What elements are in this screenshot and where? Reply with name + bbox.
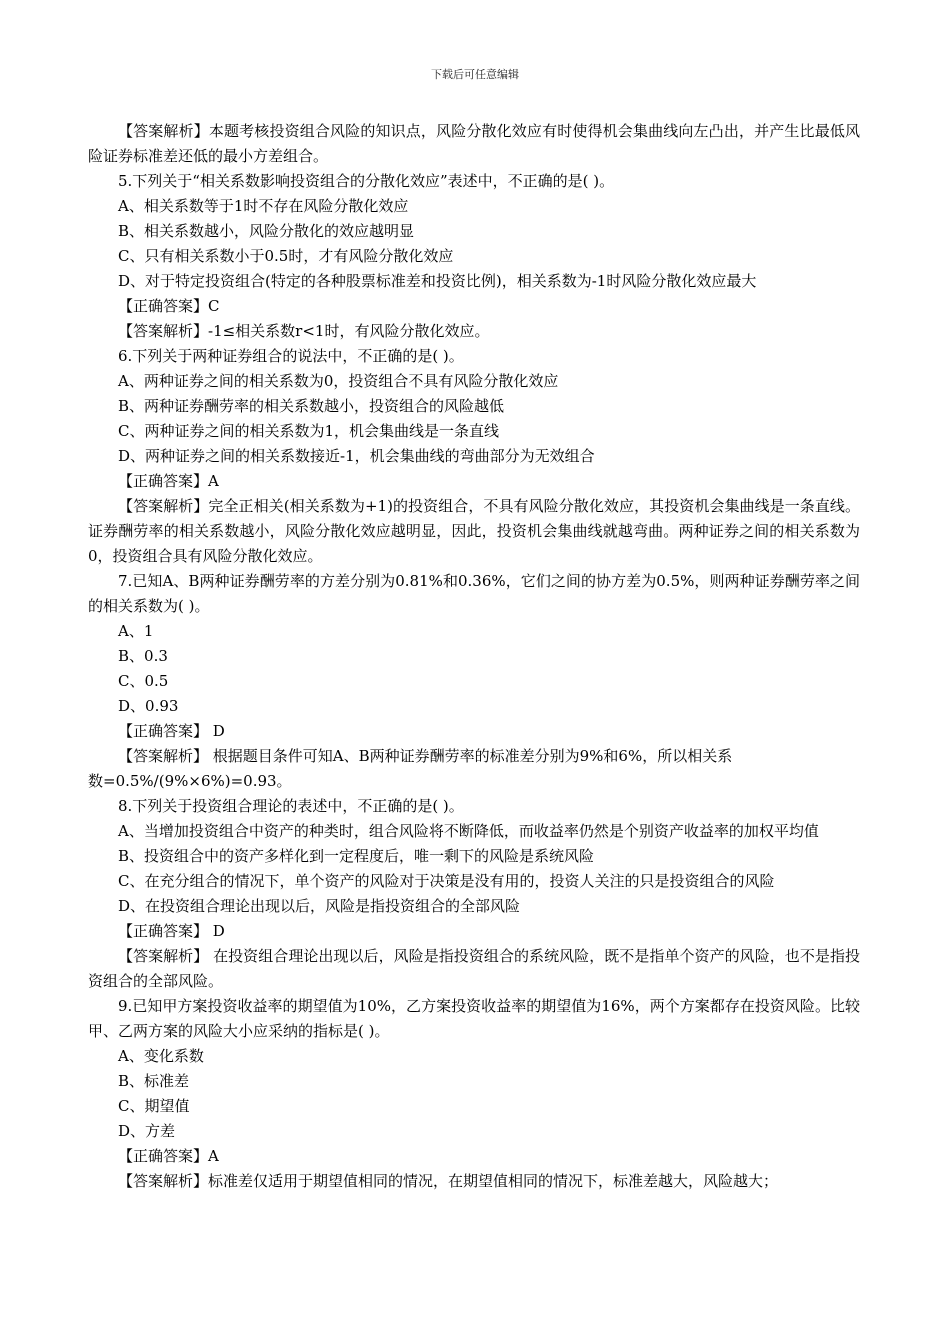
text-line: 【答案解析】 根据题目条件可知A、B两种证券酬劳率的标准差分别为9%和6%，所以相关系 — [118, 747, 733, 765]
document-body — [88, 119, 860, 1194]
paragraph: 7.已知A、B两种证券酬劳率的方差分别为0.81%和0.36%，它们之间的协方差为0.5%，则两种证券酬劳率之间的相关系数为( )。 — [88, 572, 860, 615]
text-line: 【正确答案】 D — [118, 922, 225, 940]
text-line: 【答案解析】-1≤相关系数r<1时，有风险分散化效应。 — [118, 322, 490, 340]
text-line: 【正确答案】 D — [118, 722, 225, 740]
text-line: C、两种证券之间的相关系数为1，机会集曲线是一条直线 — [118, 422, 500, 440]
text-line: 数=0.5%/(9%×6%)=0.93。 — [88, 772, 292, 790]
text-line: 【正确答案】C — [118, 297, 220, 315]
text-line: C、期望值 — [118, 1097, 190, 1115]
text-line: A、相关系数等于1时不存在风险分散化效应 — [118, 197, 409, 215]
text-line: 6.下列关于两种证券组合的说法中，不正确的是( )。 — [118, 347, 464, 365]
text-line: A、两种证券之间的相关系数为0，投资组合不具有风险分散化效应 — [118, 372, 559, 390]
paragraph: 【答案解析】完全正相关(相关系数为+1)的投资组合，不具有风险分散化效应，其投资机会集曲线是一条直线。证券酬劳率的相关系数越小，风险分散化效应越明显，因此，投资机会集曲线就越弯曲。两种证券之间的相关系数为0，投资组合具有风险分散化效应。 — [88, 497, 860, 565]
text-line: D、方差 — [118, 1122, 176, 1140]
text-line: 【正确答案】A — [118, 472, 219, 490]
text-line: B、两种证券酬劳率的相关系数越小，投资组合的风险越低 — [118, 397, 505, 415]
text-line: D、在投资组合理论出现以后，风险是指投资组合的全部风险 — [118, 897, 521, 915]
text-line: D、两种证券之间的相关系数接近-1，机会集曲线的弯曲部分为无效组合 — [118, 447, 595, 465]
text-line: B、相关系数越小，风险分散化的效应越明显 — [118, 222, 415, 240]
paragraph: 【答案解析】本题考核投资组合风险的知识点，风险分散化效应有时使得机会集曲线向左凸出，并产生比最低风险证券标准差还低的最小方差组合。 — [88, 122, 860, 165]
text-line: B、0.3 — [118, 647, 168, 665]
text-line: D、对于特定投资组合(特定的各种股票标准差和投资比例)，相关系数为-1时风险分散化效应最大 — [118, 272, 757, 290]
paragraph: 9.已知甲方案投资收益率的期望值为10%，乙方案投资收益率的期望值为16%，两个方案都存在投资风险。比较甲、乙两方案的风险大小应采纳的指标是( )。 — [88, 997, 860, 1040]
text-line: A、1 — [118, 622, 154, 640]
paragraph: A、当增加投资组合中资产的种类时，组合风险将不断降低，而收益率仍然是个别资产收益率的加权平均值 — [118, 822, 819, 840]
paragraph: 【答案解析】 在投资组合理论出现以后，风险是指投资组合的系统风险，既不是指单个资产的风险，也不是指投资组合的全部风险。 — [88, 947, 860, 990]
text-line: 5.下列关于“相关系数影响投资组合的分散化效应”表述中，不正确的是( )。 — [118, 172, 615, 190]
text-line: D、0.93 — [118, 697, 179, 715]
text-line: B、投资组合中的资产多样化到一定程度后，唯一剩下的风险是系统风险 — [118, 847, 595, 865]
text-line: C、0.5 — [118, 672, 169, 690]
text-line: C、只有相关系数小于0.5时，才有风险分散化效应 — [118, 247, 454, 265]
page-header: 下载后可任意编辑 — [431, 68, 519, 81]
text-line: 【答案解析】标准差仅适用于期望值相同的情况，在期望值相同的情况下，标准差越大，风险越大； — [118, 1172, 779, 1190]
text-line: A、变化系数 — [118, 1047, 204, 1065]
text-line: 8.下列关于投资组合理论的表述中，不正确的是( )。 — [118, 797, 464, 815]
text-line: B、标准差 — [118, 1072, 190, 1090]
text-line: 【正确答案】A — [118, 1147, 219, 1165]
text-line: C、在充分组合的情况下，单个资产的风险对于决策是没有用的，投资人关注的只是投资组合的风险 — [118, 872, 775, 890]
